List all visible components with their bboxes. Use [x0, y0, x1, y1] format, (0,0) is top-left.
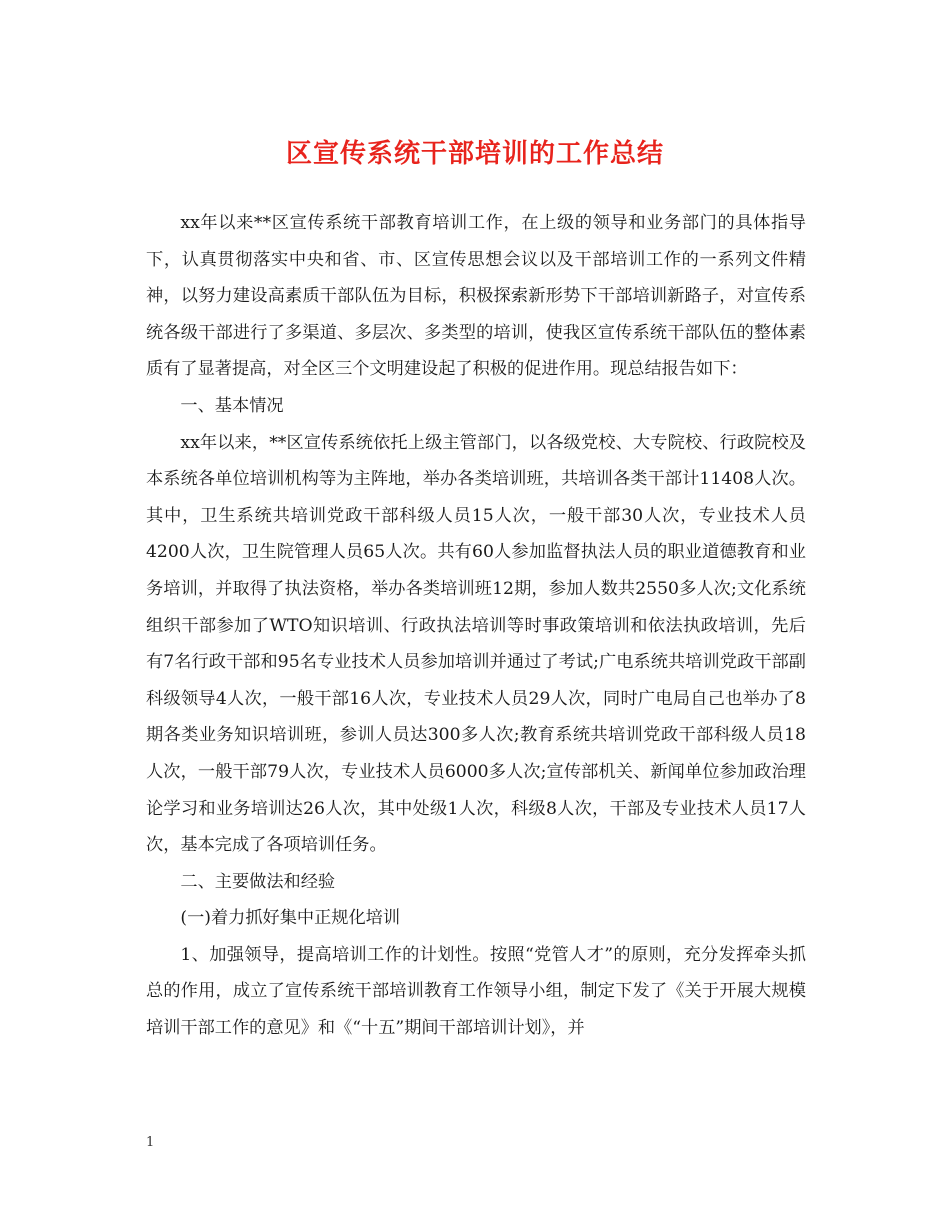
- section-heading-practices: 二、主要做法和经验: [180, 871, 336, 892]
- paragraph-leadership: 1、加强领导，提高培训工作的计划性。按照“党管人才”的原则，充分发挥牵头抓总的作用，成立了宣传系统干部培训教育工作领导小组，制定下发了《关于开展大规模培训干部工作的意见》和《“十五”期间干部培训计划》，并: [146, 944, 806, 1039]
- document-body: [146, 205, 806, 1047]
- page-number: 1: [146, 1135, 155, 1150]
- document-title: 区宣传系统干部培训的工作总结: [285, 139, 664, 169]
- paragraph-intro: xx年以来**区宣传系统干部教育培训工作，在上级的领导和业务部门的具体指导下，认真贯彻落实中央和省、市、区宣传思想会议以及干部培训工作的一系列文件精神，以努力建设高素质干部队伍为目标，积极探索新形势下干部培训新路子，对宣传系统各级干部进行了多渠道、多层次、多类型的培训，使我区宣传系统干部队伍的整体素质有了显著提高，对全区三个文明建设起了积极的促进作用。现总结报告如下：: [146, 213, 806, 380]
- section-heading-basic-situation: 一、基本情况: [180, 395, 284, 416]
- paragraph-basic-situation: xx年以来，**区宣传系统依托上级主管部门，以各级党校、大专院校、行政院校及本系统各单位培训机构等为主阵地，举办各类培训班，共培训各类干部计11408人次。其中，卫生系统共培训党政干部科级人员15人次，一般干部30人次，专业技术人员4200人次，卫生院管理人员65人次。共有60人参加监督执法人员的职业道德教育和业务培训，并取得了执法资格，举办各类培训班12期，参加人数共2550多人次;文化系统组织干部参加了WTO知识培训、行政执法培训等时事政策培训和依法执政培训，先后有7名行政干部和95名专业技术人员参加培训并通过了考试;广电系统共培训党政干部副科级领导4人次，一般干部16人次，专业技术人员29人次，同时广电局自己也举办了8期各类业务知识培训班，参训人员达300多人次;教育系统共培训党政干部科级人员18人次，一般干部79人次，专业技术人员6000多人次;宣传部机关、新闻单位参加政治理论学习和业务培训达26人次，其中处级1人次，科级8人次，干部及专业技术人员17人次，基本完成了各项培训任务。: [146, 432, 806, 856]
- subsection-heading-centralized-training: (一)着力抓好集中正规化培训: [180, 908, 401, 929]
